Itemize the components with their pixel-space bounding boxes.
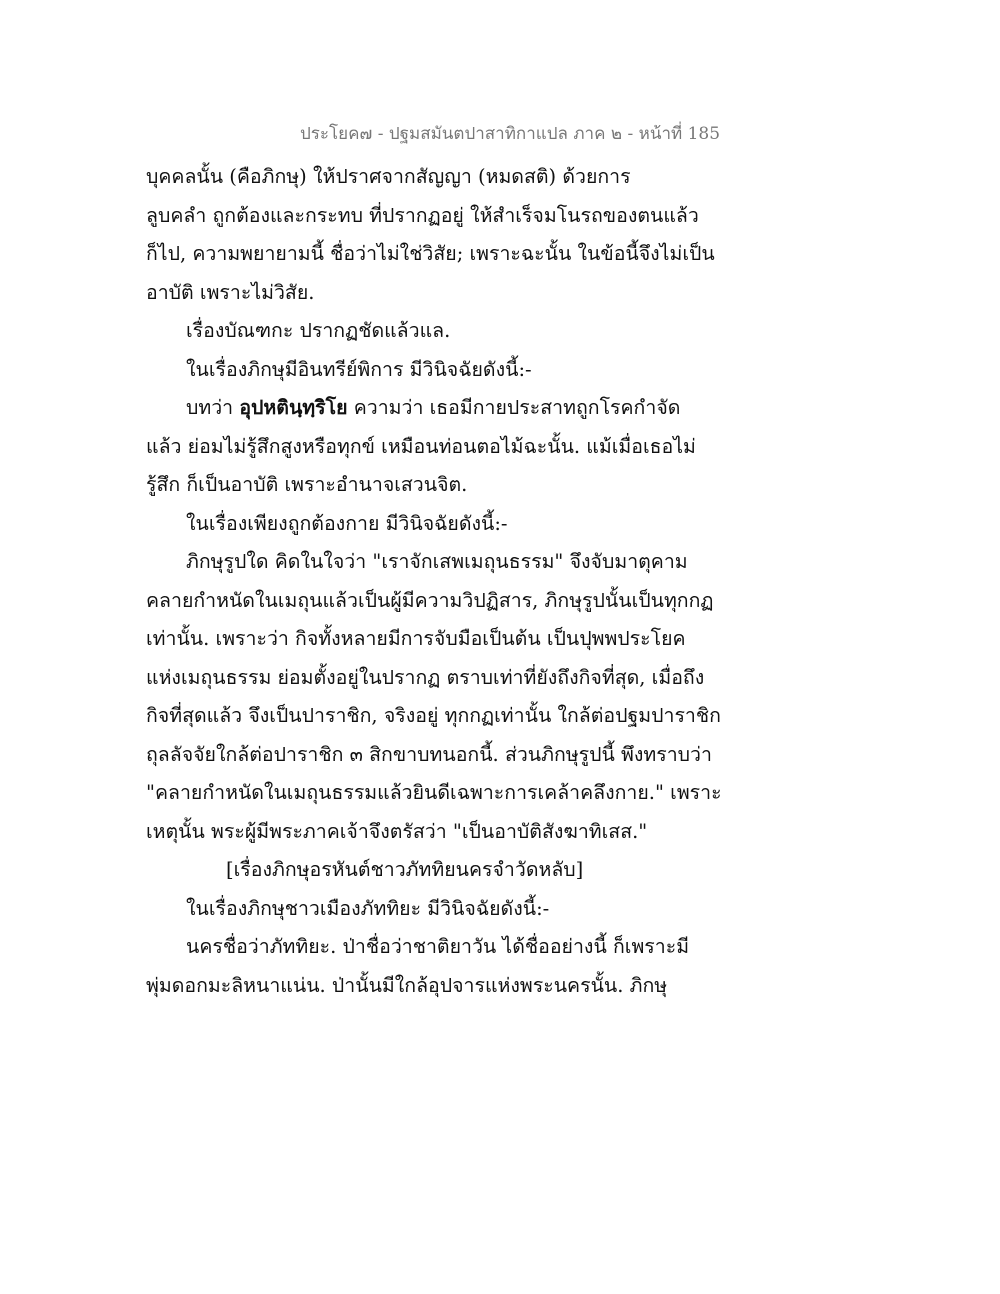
text-line: ถุลลัจจัยใกล้ต่อปาราชิก ๓ สิกขาบทนอกนี้. ส่วนภิกษุรูปนี้ พึงทราบว่า — [146, 742, 712, 766]
paragraph-line: ในเรื่องเพียงถูกต้องกาย มีวินิจฉัยดังนี้:- — [186, 511, 508, 535]
text-segment: บทว่า — [186, 396, 240, 419]
paragraph-line — [146, 389, 736, 428]
text-line: ลูบคลำ ถูกต้องและกระทบ ที่ปรากฏอยู่ ให้สำเร็จมโนรถของตนแล้ว — [146, 203, 699, 227]
paragraph-line: เรื่องบัณฑกะ ปรากฏชัดแล้วแล. — [186, 319, 451, 342]
text-line: พุ่มดอกมะลิหนาแน่น. ป่านั้นมีใกล้อุปจารแห่งพระนครนั้น. ภิกษุ — [146, 973, 668, 997]
paragraph-line: ในเรื่องภิกษุชาวเมืองภัททิยะ มีวินิจฉัยดังนี้:- — [186, 896, 550, 920]
text-line: เท่านั้น. เพราะว่า กิจทั้งหลายมีการจับมือเป็นต้น เป็นปุพพประโยค — [146, 627, 686, 650]
paragraph-line: ภิกษุรูปใด คิดในใจว่า "เราจักเสพเมถุนธรรม" จึงจับมาตุคาม — [186, 550, 688, 573]
text-segment: ความว่า เธอมีกายประสาทถูกโรคกำจัด — [347, 396, 681, 419]
text-line: คลายกำหนัดในเมถุนแล้วเป็นผู้มีความวิปฏิสาร, ภิกษุรูปนั้นเป็นทุกกฏ — [146, 588, 714, 612]
text-line: กิจที่สุดแล้ว จึงเป็นปาราชิก, จริงอยู่ ทุกกฏเท่านั้น ใกล้ต่อปฐมปาราชิก — [146, 704, 721, 727]
body-text — [146, 158, 736, 1005]
text-line: เหตุนั้น พระผู้มีพระภาคเจ้าจึงตรัสว่า "เป็นอาบัติสังฆาทิเสส." — [146, 819, 648, 843]
paragraph-line: นครชื่อว่าภัททิยะ. ป่าชื่อว่าชาติยาวัน ได้ชื่ออย่างนี้ ก็เพราะมี — [186, 935, 690, 958]
text-line: แล้ว ย่อมไม่รู้สึกสูงหรือทุกข์ เหมือนท่อนตอไม้ฉะนั้น. แม้เมื่อเธอไม่ — [146, 434, 696, 458]
text-line: บุคคลนั้น (คือภิกษุ) ให้ปราศจากสัญญา (หมดสติ) ด้วยการ — [146, 165, 631, 188]
pali-term: อุปหตินฺทฺริโย — [239, 396, 348, 419]
paragraph-line: ในเรื่องภิกษุมีอินทรีย์พิการ มีวินิจฉัยดังนี้:- — [186, 357, 532, 381]
text-line: แห่งเมถุนธรรม ย่อมตั้งอยู่ในปรากฏ ตราบเท่าที่ยังถึงกิจที่สุด, เมื่อถึง — [146, 665, 705, 689]
text-line: "คลายกำหนัดในเมถุนธรรมแล้วยินดีเฉพาะการเคล้าคลึงกาย." เพราะ — [146, 781, 722, 804]
section-heading: [เรื่องภิกษุอรหันต์ชาวภัททิยนครจำวัดหลับ] — [226, 858, 584, 881]
page-header: ประโยค๗ - ปฐมสมันตปาสาทิกาแปล ภาค ๒ - หน้าที่ 185 — [300, 124, 721, 144]
text-line: รู้สึก ก็เป็นอาบัติ เพราะอำนาจเสวนจิต. — [146, 473, 468, 496]
text-line: อาบัติ เพราะไม่วิสัย. — [146, 280, 315, 304]
text-line: ก็ไป, ความพยายามนี้ ชื่อว่าไม่ใช่วิสัย; เพราะฉะนั้น ในข้อนี้จึงไม่เป็น — [146, 242, 715, 265]
